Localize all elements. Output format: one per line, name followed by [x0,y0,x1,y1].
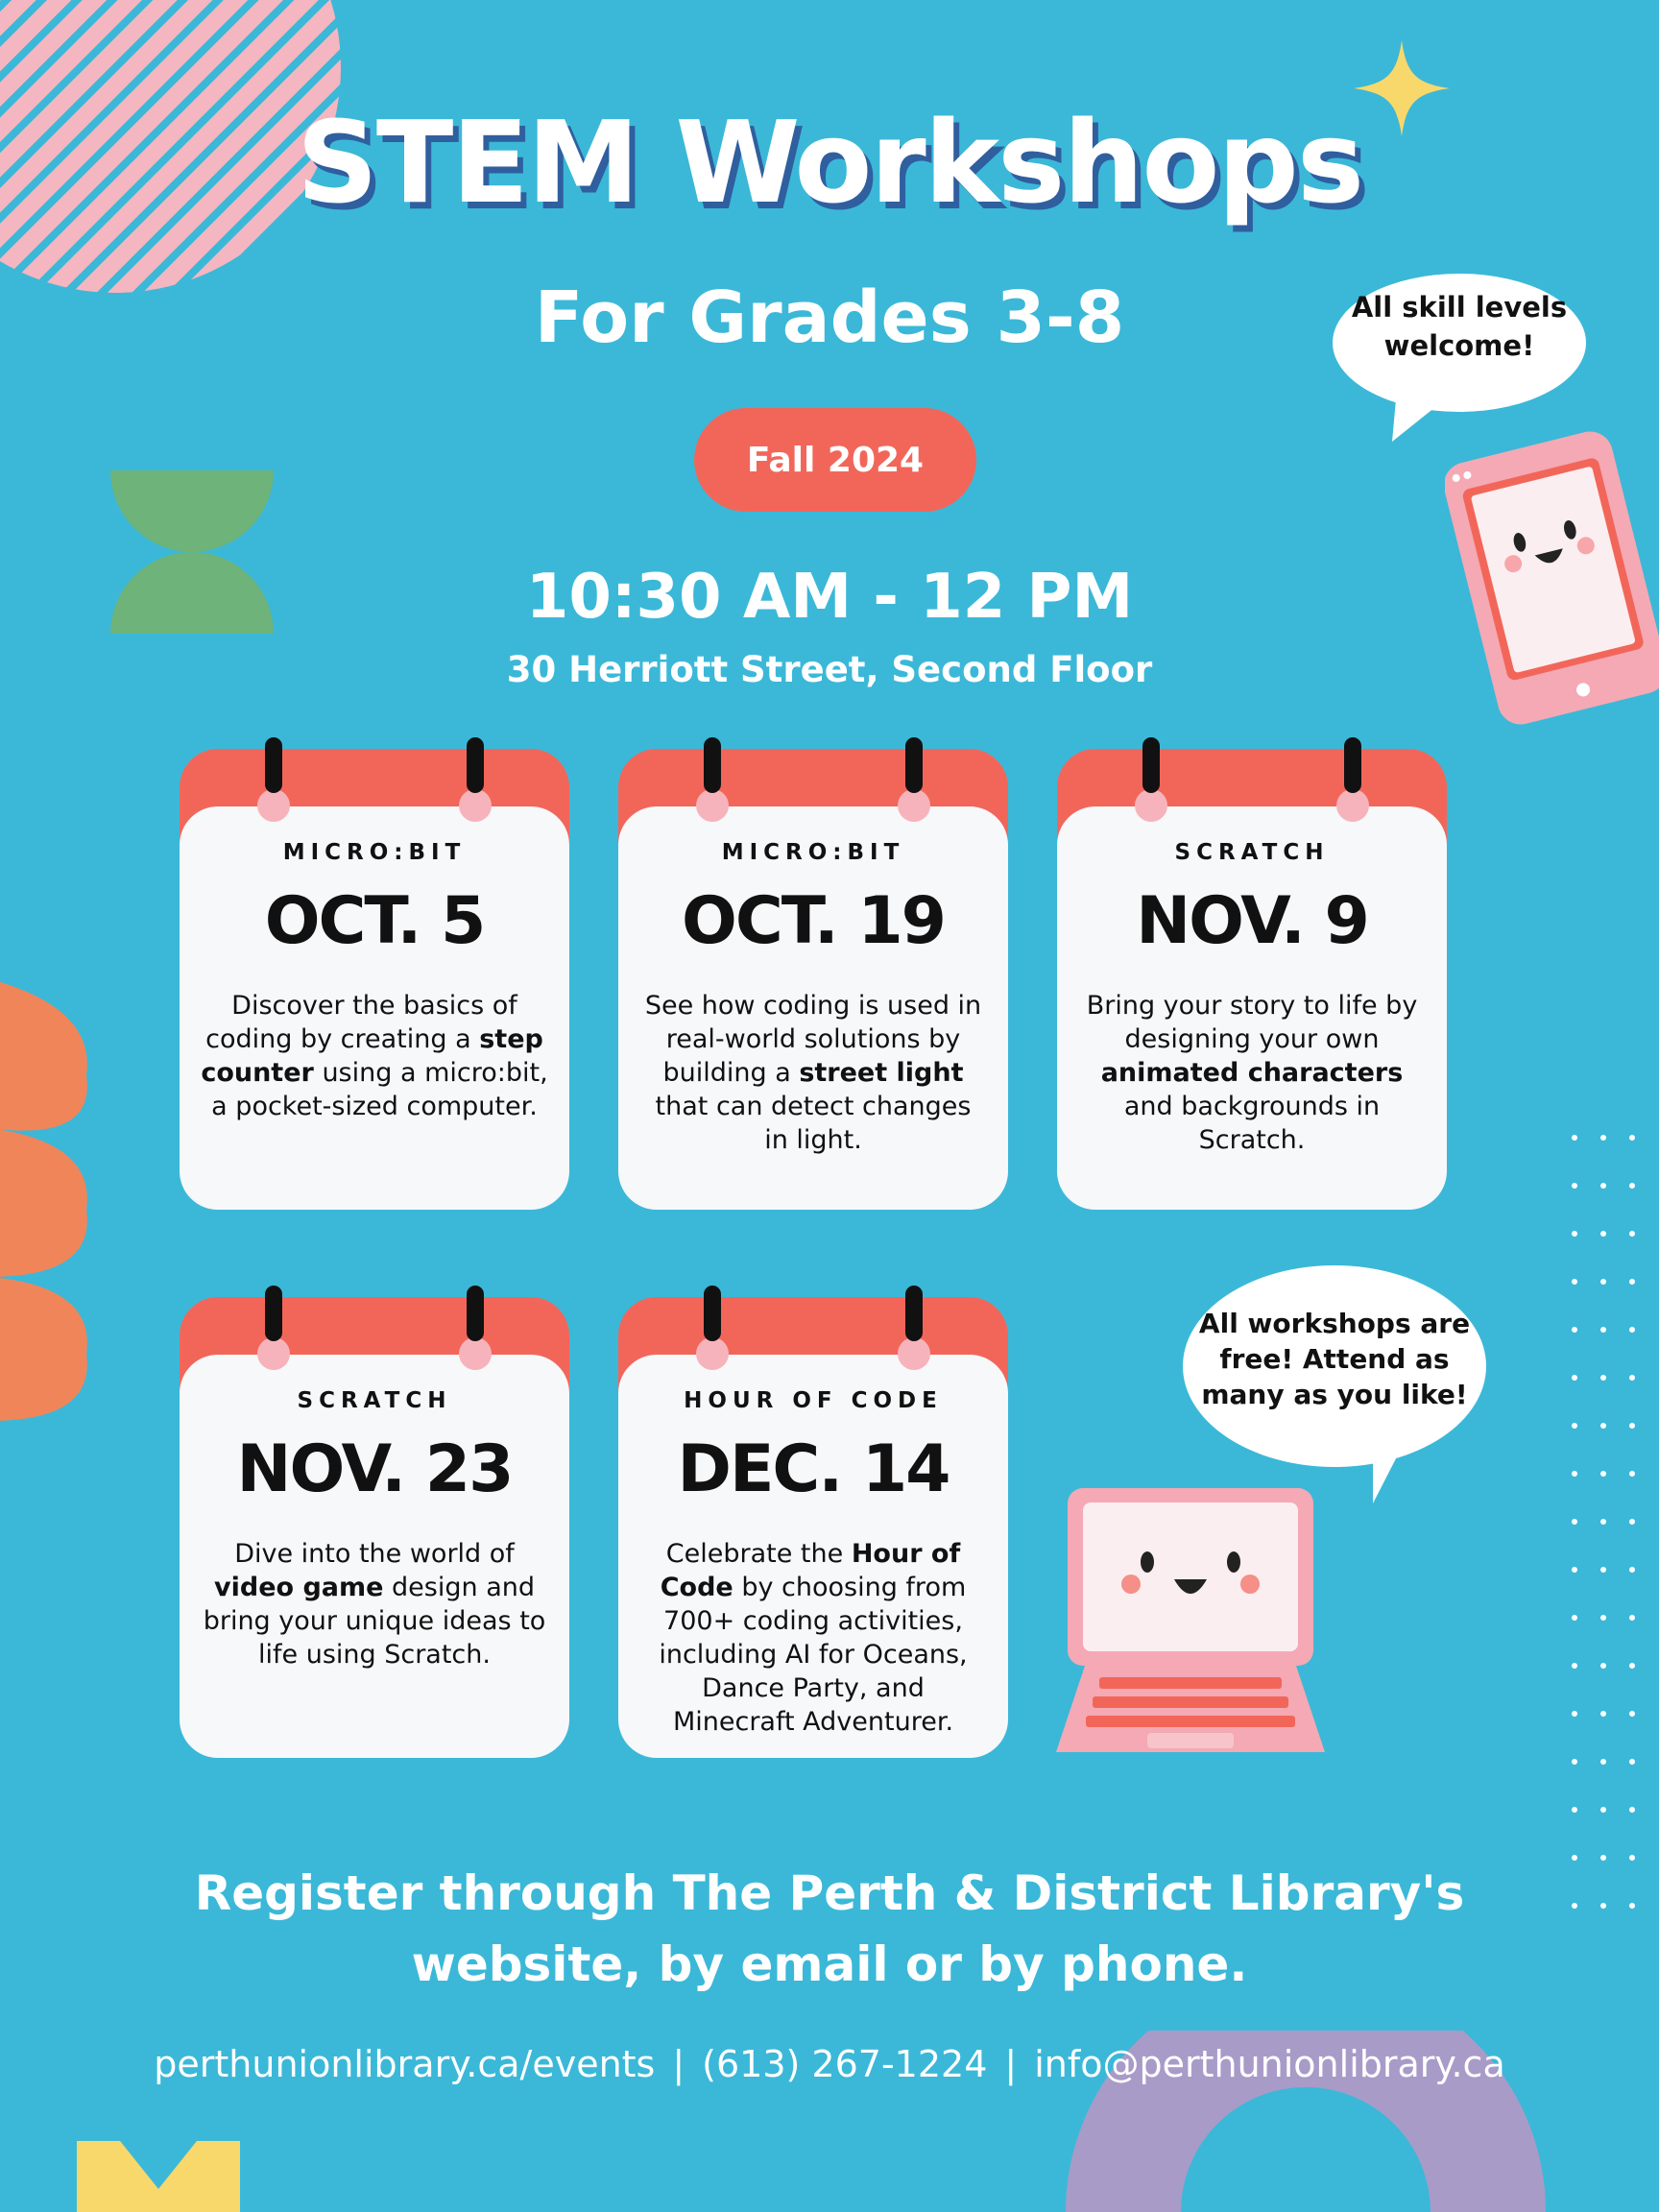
page-title: STEM Workshops [296,96,1363,228]
workshop-card [618,1297,1008,1758]
calendar-pin [704,1286,721,1341]
calendar-pin [1344,737,1361,793]
description-text: and backgrounds in Scratch. [1123,1092,1381,1155]
description-text: Dive into the world of [234,1539,515,1569]
dot-grid-decoration [1565,1128,1651,1925]
workshop-address: 30 Herriott Street, Second Floor [506,649,1153,690]
register-line: website, by email or by phone. [411,1936,1248,1992]
highlighted-term: animated characters [1100,1058,1404,1088]
contact-info [0,2043,1659,2085]
free-bubble-line: free! Attend as [1219,1343,1450,1375]
yellow-m-decoration [77,2141,240,2212]
description-text: Celebrate the [665,1539,852,1569]
season-badge: Fall 2024 [694,408,976,512]
contact-separator: | [672,2043,685,2085]
orange-waves-decoration [0,970,96,1431]
free-bubble-line: many as you like! [1201,1379,1468,1410]
workshop-card [1057,749,1447,1210]
tablet-character-illustration [1445,424,1659,732]
description-text: design and bring your unique ideas to life using Scratch. [203,1573,546,1670]
workshop-description [639,1537,987,1739]
highlighted-term: step counter [201,1024,543,1088]
skill-bubble-line: All skill levels [1351,291,1568,324]
highlighted-term: street light [799,1058,964,1088]
calendar-pin [905,1286,923,1341]
website-link[interactable]: perthunionlibrary.ca/events [154,2043,656,2085]
workshop-category: SCRATCH [297,1388,452,1413]
workshop-category: HOUR OF CODE [684,1388,943,1413]
workshop-card [618,749,1008,1210]
description-text: Bring your story to life by designing your own [1086,991,1418,1054]
workshop-date: OCT. 5 [264,883,485,959]
calendar-ring [898,789,930,822]
calendar-ring [459,1337,492,1370]
calendar-pin [265,737,282,793]
workshop-date: NOV. 9 [1136,883,1368,959]
calendar-ring [257,1337,290,1370]
workshop-category: SCRATCH [1174,840,1330,865]
calendar-pin [704,737,721,793]
calendar-ring [696,789,729,822]
workshop-date: NOV. 23 [236,1431,513,1507]
calendar-pin [905,737,923,793]
description-text: See how coding is used in real-world solutions by building a [644,991,982,1088]
description-text: by choosing from 700+ coding activities, including AI for Oceans, Dance Party, and Minecraft Adventurer. [659,1573,968,1737]
workshop-category: MICRO:BIT [282,840,467,865]
calendar-pin [467,1286,484,1341]
register-instructions [0,1858,1659,2000]
workshop-date: DEC. 14 [677,1431,950,1507]
calendar-ring [898,1337,930,1370]
free-bubble-line: All workshops are [1198,1308,1471,1339]
description-text: Discover the basics of coding by creating a [205,991,517,1054]
workshop-category: MICRO:BIT [721,840,905,865]
workshop-date: OCT. 19 [682,883,945,959]
calendar-ring [1135,789,1167,822]
register-line: Register through The Perth & District Library's [194,1865,1465,1921]
workshop-description [1078,989,1426,1157]
description-text: that can detect changes in light. [655,1092,972,1155]
description-text: using a micro:bit, a pocket-sized computer. [211,1058,548,1121]
workshop-card [180,749,569,1210]
free-bubble-text [1181,1306,1488,1412]
calendar-pin [467,737,484,793]
workshop-description [639,989,987,1157]
calendar-ring [257,789,290,822]
workshop-description [201,989,548,1123]
workshop-description [201,1537,548,1671]
highlighted-term: video game [214,1573,384,1602]
grade-subtitle: For Grades 3-8 [534,276,1125,359]
laptop-character-illustration [1056,1483,1325,1762]
calendar-ring [459,789,492,822]
workshop-time: 10:30 AM - 12 PM [525,562,1134,633]
workshop-card [180,1297,569,1758]
phone-number[interactable]: (613) 267-1224 [702,2043,988,2085]
skill-bubble-line: welcome! [1383,329,1535,362]
contact-separator: | [1004,2043,1018,2085]
email-link[interactable]: info@perthunionlibrary.ca [1034,2043,1505,2085]
calendar-pin [1142,737,1160,793]
calendar-ring [1336,789,1369,822]
skill-bubble-text [1330,288,1589,365]
calendar-ring [696,1337,729,1370]
highlighted-term: Hour of Code [660,1539,961,1602]
calendar-pin [265,1286,282,1341]
